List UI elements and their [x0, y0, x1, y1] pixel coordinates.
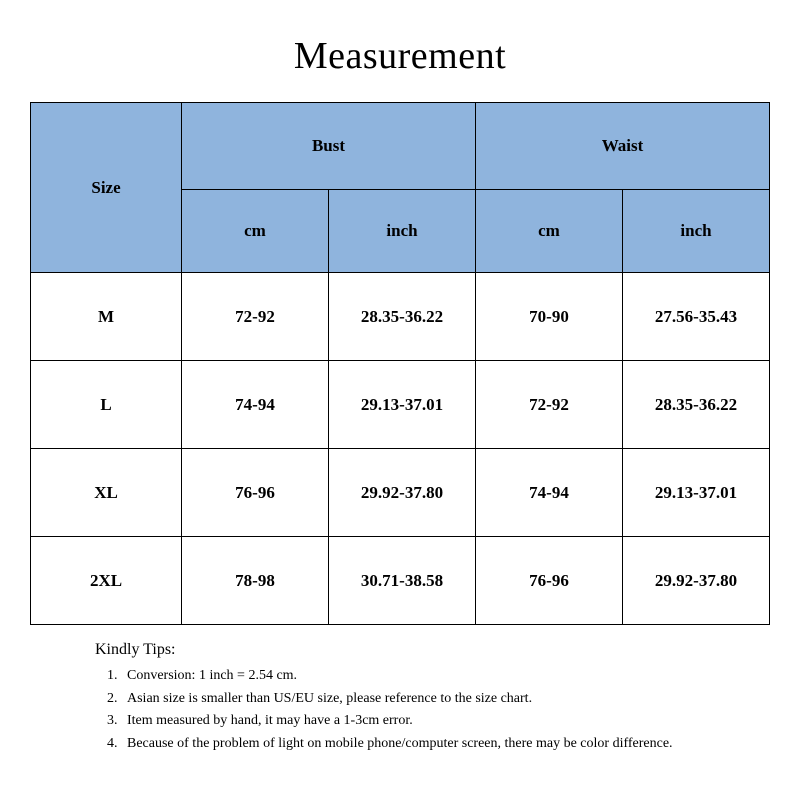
cell-bust-inch: 29.13-37.01	[329, 361, 476, 449]
size-table-container	[0, 88, 800, 625]
list-item: 3. Item measured by hand, it may have a 1-3cm error.	[121, 710, 770, 733]
cell-bust-cm: 78-98	[182, 537, 329, 625]
size-table	[30, 102, 770, 625]
table-row	[31, 361, 770, 449]
header-bust-inch: inch	[329, 190, 476, 273]
cell-bust-cm: 74-94	[182, 361, 329, 449]
cell-waist-cm: 76-96	[476, 537, 623, 625]
cell-waist-inch: 29.13-37.01	[623, 449, 770, 537]
cell-bust-inch: 29.92-37.80	[329, 449, 476, 537]
cell-size: M	[31, 273, 182, 361]
cell-size: XL	[31, 449, 182, 537]
cell-waist-inch: 27.56-35.43	[623, 273, 770, 361]
table-row	[31, 537, 770, 625]
header-group-waist: Waist	[476, 103, 770, 190]
header-row-groups	[31, 103, 770, 190]
cell-bust-inch: 28.35-36.22	[329, 273, 476, 361]
cell-bust-cm: 72-92	[182, 273, 329, 361]
list-item: 4. Because of the problem of light on mobile phone/computer screen, there may be color difference.	[121, 733, 770, 756]
cell-size: L	[31, 361, 182, 449]
page-title: Measurement	[293, 35, 507, 77]
cell-waist-cm: 70-90	[476, 273, 623, 361]
header-bust-cm: cm	[182, 190, 329, 273]
header-waist-cm: cm	[476, 190, 623, 273]
cell-bust-inch: 30.71-38.58	[329, 537, 476, 625]
header-size: Size	[31, 103, 182, 273]
size-table-body	[31, 273, 770, 625]
cell-size: 2XL	[31, 537, 182, 625]
cell-waist-cm: 74-94	[476, 449, 623, 537]
list-item: 1. Conversion: 1 inch = 2.54 cm.	[121, 665, 770, 688]
tips-heading: Kindly Tips:	[95, 641, 176, 658]
tips-list	[95, 665, 770, 756]
cell-waist-inch: 28.35-36.22	[623, 361, 770, 449]
table-row	[31, 449, 770, 537]
header-group-bust: Bust	[182, 103, 476, 190]
list-item: 2. Asian size is smaller than US/EU size, please reference to the size chart.	[121, 688, 770, 711]
header-waist-inch: inch	[623, 190, 770, 273]
cell-waist-cm: 72-92	[476, 361, 623, 449]
kindly-tips-section	[0, 625, 800, 756]
table-row	[31, 273, 770, 361]
cell-bust-cm: 76-96	[182, 449, 329, 537]
cell-waist-inch: 29.92-37.80	[623, 537, 770, 625]
size-table-head	[31, 103, 770, 273]
